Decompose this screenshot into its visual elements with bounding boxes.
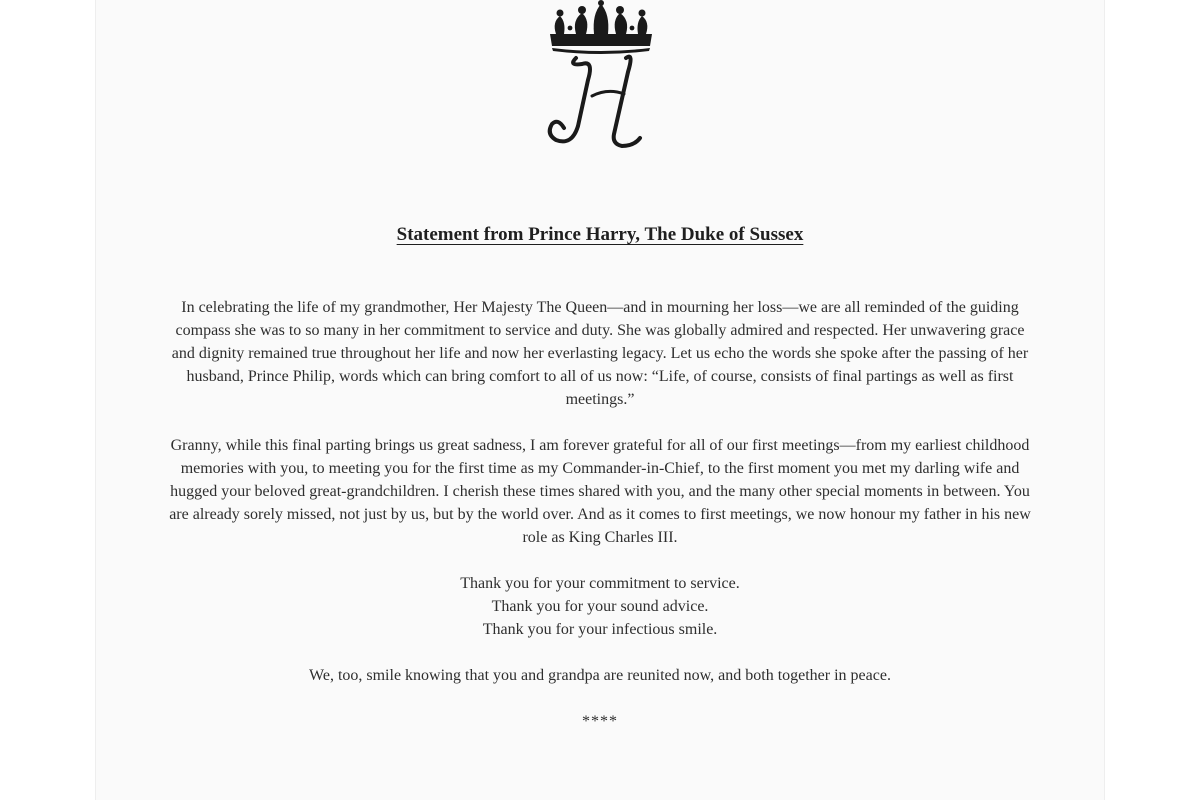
thanks-line: Thank you for your commitment to service. bbox=[460, 575, 740, 592]
statement-page bbox=[96, 0, 1104, 800]
crown-monogram-logo bbox=[542, 0, 660, 160]
thanks-line: Thank you for your infectious smile. bbox=[482, 621, 718, 638]
thanks-block bbox=[166, 572, 1034, 641]
statement-body bbox=[166, 296, 1034, 756]
closing-line: We, too, smile knowing that you and grandpa are reunited now, and both together in peace. bbox=[309, 667, 891, 684]
statement-title: Statement from Prince Harry, The Duke of Sussex bbox=[396, 224, 804, 245]
monogram-letter-h bbox=[550, 57, 640, 146]
paragraph-granny: Granny, while this final parting brings us great sadness, I am forever grateful for all of our first meetings—from my earliest childhood memories with you, to meeting you for the first time as my Commander-in-Chief, to the first moment you met my darling wife and hugged your beloved great-grandchildren. I cherish these times shared with you, and the many other special moments in between. You are already sorely missed, not just by us, but by the world over. And as it comes to first meetings, we now honour my father in his new role as King Charles III. bbox=[169, 437, 1031, 546]
thanks-line: Thank you for your sound advice. bbox=[491, 598, 709, 615]
crown-icon bbox=[550, 0, 652, 54]
end-mark: **** bbox=[582, 713, 618, 730]
paragraph-tribute: In celebrating the life of my grandmother, Her Majesty The Queen—and in mourning her loss—we are all reminded of the guiding compass she was to so many in her commitment to service and duty. She was globally admired and respected. Her unwavering grace and dignity remained true throughout her life and now her everlasting legacy. Let us echo the words she spoke after the passing of her husband, Prince Philip, words which can bring comfort to all of us now: “Life, of course, consists of final partings as well as first meetings.” bbox=[171, 299, 1029, 408]
